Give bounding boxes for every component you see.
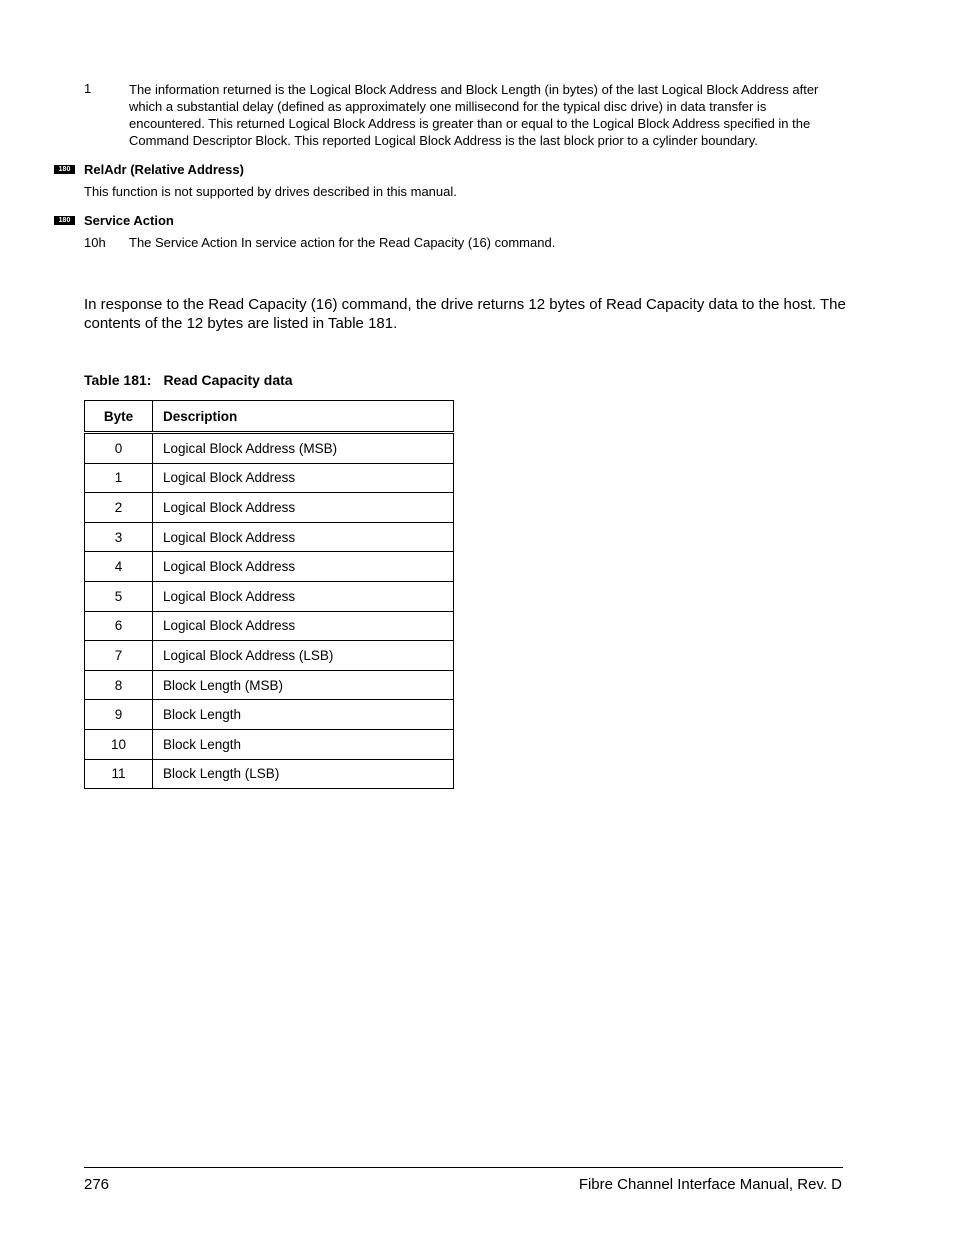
table-row: [85, 670, 454, 700]
byte-cell: 0: [85, 433, 153, 464]
footer-divider: [84, 1167, 843, 1168]
table-row: [85, 493, 454, 523]
header-byte: Byte: [85, 401, 153, 433]
description-cell: Logical Block Address (LSB): [153, 641, 454, 671]
table-row: [85, 433, 454, 464]
revision-tag: 180: [54, 165, 75, 174]
table-row: [85, 700, 454, 730]
byte-cell: 2: [85, 493, 153, 523]
list-item-text: The information returned is the Logical Block Address and Block Length (in bytes) of the last Logical Block Address after which a substantial delay (defined as approximately one millisecond for the typical disc drive) in data transfer is encountered. This returned Logical Block Address is greater than or equal to the Logical Block Address specified in the Command Descriptor Block. This reported Logical Block Address is the last block prior to a cylinder boundary.: [129, 82, 819, 148]
table-row: [85, 611, 454, 641]
manual-title: Fibre Channel Interface Manual, Rev. D: [578, 1176, 842, 1193]
description-cell: Block Length (MSB): [153, 670, 454, 700]
service-action-text: The Service Action In service action for the Read Capacity (16) command.: [129, 235, 556, 250]
description-cell: Logical Block Address: [153, 463, 454, 493]
reladr-heading: RelAdr (Relative Address): [84, 162, 244, 177]
description-cell: Logical Block Address: [153, 611, 454, 641]
service-action-heading: Service Action: [84, 213, 174, 228]
table-caption-title: Read Capacity data: [163, 372, 293, 388]
description-cell: Logical Block Address: [153, 581, 454, 611]
description-cell: Block Length (LSB): [153, 759, 454, 789]
table-row: [85, 522, 454, 552]
byte-cell: 7: [85, 641, 153, 671]
description-cell: Logical Block Address: [153, 522, 454, 552]
table-caption: [84, 372, 293, 388]
byte-cell: 4: [85, 552, 153, 582]
reladr-description: This function is not supported by drives described in this manual.: [84, 184, 457, 199]
table-row: [85, 552, 454, 582]
read-capacity-table: [84, 400, 454, 789]
description-cell: Logical Block Address: [153, 493, 454, 523]
byte-cell: 6: [85, 611, 153, 641]
byte-cell: 5: [85, 581, 153, 611]
description-cell: Block Length: [153, 700, 454, 730]
byte-cell: 1: [85, 463, 153, 493]
body-paragraph: In response to the Read Capacity (16) command, the drive returns 12 bytes of Read Capacity data to the host. The contents of the 12 bytes are listed in Table 181.: [84, 296, 846, 332]
page-number: 276: [84, 1176, 110, 1193]
service-action-code: 10h: [84, 235, 106, 250]
description-cell: Logical Block Address (MSB): [153, 433, 454, 464]
table-row: [85, 463, 454, 493]
table-caption-label: Table 181:: [84, 372, 152, 388]
byte-cell: 8: [85, 670, 153, 700]
table-row: [85, 729, 454, 759]
byte-cell: 11: [85, 759, 153, 789]
byte-cell: 3: [85, 522, 153, 552]
table-row: [85, 759, 454, 789]
list-item-number: 1: [84, 81, 92, 96]
table-header-row: [85, 401, 454, 433]
byte-cell: 9: [85, 700, 153, 730]
description-cell: Block Length: [153, 729, 454, 759]
table-row: [85, 641, 454, 671]
header-description: Description: [153, 401, 454, 433]
byte-cell: 10: [85, 729, 153, 759]
table-row: [85, 581, 454, 611]
revision-tag: 180: [54, 216, 75, 225]
description-cell: Logical Block Address: [153, 552, 454, 582]
